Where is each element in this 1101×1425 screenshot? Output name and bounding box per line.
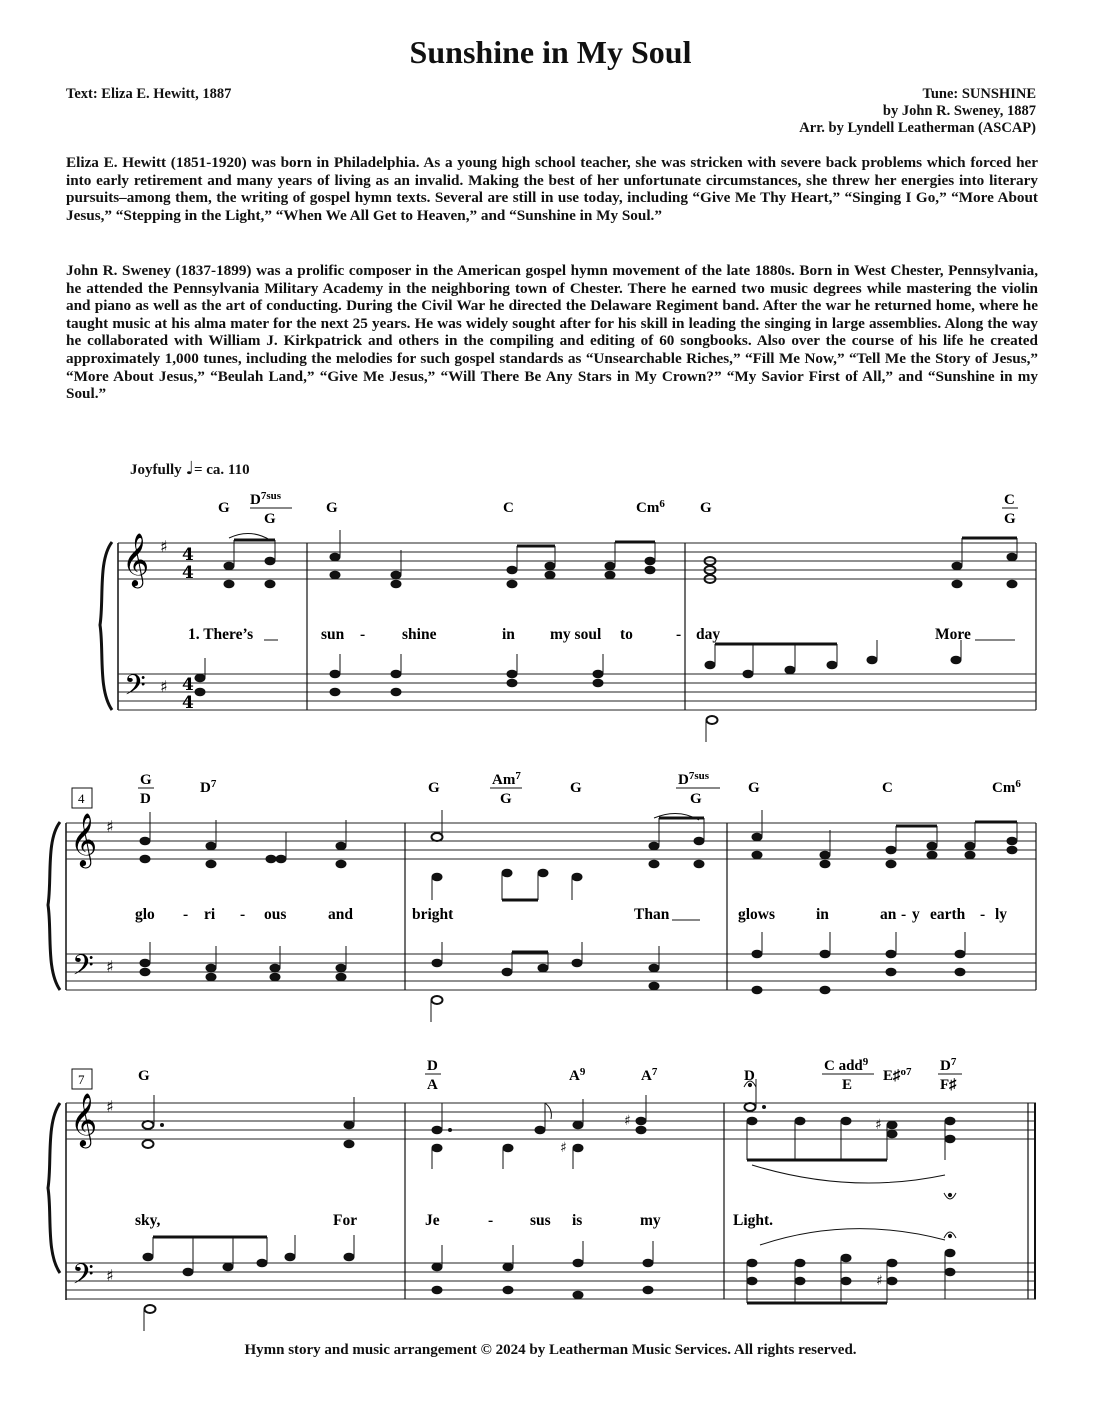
lyric-syllable: glows xyxy=(738,906,776,923)
chord-extension: 9 xyxy=(862,1056,869,1068)
chord-root: Am xyxy=(492,772,516,788)
composer-credit: by John R. Sweney, 1887 xyxy=(882,103,1036,119)
treble-clef-icon: 𝄞 xyxy=(70,812,98,866)
chord-symbol xyxy=(425,1058,441,1093)
chord-symbol: G xyxy=(700,500,712,516)
chord-symbol: C xyxy=(503,500,514,516)
lyric-hyphen: - xyxy=(360,626,366,643)
lyric-syllable: y xyxy=(912,906,920,923)
chord-symbol xyxy=(676,770,720,807)
chord-root: C add xyxy=(824,1058,863,1074)
lyric-syllable: to xyxy=(620,626,633,643)
system-brace xyxy=(100,542,118,710)
chord-extension: 7 xyxy=(651,1066,658,1078)
chord-extension: 7 xyxy=(515,770,521,782)
lyric-syllable: Light. xyxy=(733,1212,774,1229)
lyric-hyphen: - xyxy=(183,906,189,923)
chord-symbol xyxy=(636,498,665,516)
chord-bass: F♯ xyxy=(940,1077,957,1093)
chord-symbol xyxy=(883,1066,912,1084)
lyric-syllable: 1. There’s xyxy=(188,626,254,643)
lyric-syllable: More xyxy=(935,626,971,643)
chord-bass: G xyxy=(500,791,512,807)
lyric-syllable: For xyxy=(333,1212,358,1229)
tempo-word: Joyfully xyxy=(130,462,182,478)
lyric-syllable: and xyxy=(328,906,353,923)
chord-extension: o7 xyxy=(900,1066,912,1078)
system-2 xyxy=(0,760,1101,1020)
svg-text:♯: ♯ xyxy=(875,1117,882,1133)
chord-symbol xyxy=(641,1066,658,1084)
song-title: Sunshine in My Soul xyxy=(409,34,692,70)
chord-root: D xyxy=(200,780,211,796)
lyric-syllable: bright xyxy=(412,906,454,923)
system-brace xyxy=(48,822,66,990)
bass-notes xyxy=(143,1229,956,1331)
tempo-value: = ca. 110 xyxy=(193,462,250,478)
lyrics-line xyxy=(188,626,1015,643)
lyric-syllable: my soul xyxy=(550,626,602,643)
lyric-hyphen: - xyxy=(240,906,246,923)
system-1 xyxy=(0,480,1101,740)
svg-text:♯: ♯ xyxy=(876,1273,883,1289)
quarter-note-icon: ♩ xyxy=(185,458,194,479)
time-sig-bottom: 4 xyxy=(182,563,194,583)
chord-symbol xyxy=(938,1056,962,1093)
chord-extension: 7 xyxy=(210,778,217,790)
lyric-hyphen: - xyxy=(488,1212,494,1229)
chord-root: A xyxy=(641,1068,652,1084)
lyric-syllable: is xyxy=(572,1212,583,1229)
bio-hewitt: Eliza E. Hewitt (1851-1920) was born in Philadelphia. As a young high school teacher, she was stricken with severe back problems which forced her into early retirement and many years of living as an invalid. Making the best of her unfortunate circumstances, she threw her energies into literary pursuits–among them, the writing of gospel hymn texts. Several are still in use today, including “Give Me Thy Heart,” “Singing I Go,” “More About Jesus,” “Stepping in the Light,” “When We All Get to Heaven,” and “Sunshine in My Soul.” xyxy=(66,154,1038,224)
lyric-syllable: ous xyxy=(264,906,287,923)
time-sig-bottom: 4 xyxy=(182,693,194,713)
chord-extension: 7sus xyxy=(260,490,282,502)
chord-symbol: G xyxy=(748,780,760,796)
chord-bass: E xyxy=(842,1077,853,1093)
lyric-syllable: sky, xyxy=(135,1212,161,1229)
chord-root: D xyxy=(940,1058,951,1074)
chord-bass: A xyxy=(427,1077,438,1093)
treble-staff xyxy=(118,543,1036,579)
time-sig-top: 4 xyxy=(182,675,194,695)
chord-extension: 7 xyxy=(950,1056,957,1068)
chord-symbol xyxy=(822,1056,874,1093)
chord-root: D xyxy=(678,772,689,788)
lyric-syllable: my xyxy=(640,1212,661,1229)
bass-staff xyxy=(118,674,1036,710)
lyric-syllable: day xyxy=(696,626,721,643)
chord-symbol: G xyxy=(570,780,582,796)
key-signature-sharp: ♯ xyxy=(106,957,114,976)
chord-root: E♯ xyxy=(883,1068,901,1084)
lyric-syllable: ly xyxy=(995,906,1008,923)
chord-symbol xyxy=(250,490,292,527)
treble-clef-icon: 𝄞 xyxy=(70,1092,98,1146)
svg-text:♯: ♯ xyxy=(624,1113,631,1129)
svg-text:D7sus xyxy=(250,490,282,508)
chord-root: G xyxy=(140,772,152,788)
bass-notes xyxy=(195,640,961,742)
system-3 xyxy=(0,1045,1101,1315)
chord-symbol: D xyxy=(744,1068,755,1084)
lyric-syllable: ri xyxy=(204,906,216,923)
chord-root: Cm xyxy=(636,500,660,516)
key-signature-sharp: ♯ xyxy=(106,817,114,836)
chord-bass: G xyxy=(264,511,276,527)
treble-clef-icon: 𝄞 xyxy=(122,532,150,586)
lyric-syllable: earth xyxy=(930,906,966,923)
key-signature-sharp: ♯ xyxy=(106,1266,114,1285)
bass-clef-icon: 𝄢 xyxy=(72,949,94,989)
lyric-hyphen: - xyxy=(980,906,986,923)
chord-extension: 7sus xyxy=(688,770,710,782)
chord-symbol: G xyxy=(326,500,338,516)
tempo-marking xyxy=(130,458,250,479)
chord-extension: 6 xyxy=(659,498,665,510)
tune-credit xyxy=(799,86,1036,137)
lyric-hyphen: - xyxy=(676,626,682,643)
chord-bass: D xyxy=(140,791,151,807)
chord-root: Cm xyxy=(992,780,1016,796)
key-signature-sharp: ♯ xyxy=(160,677,168,696)
svg-text:D7 xyxy=(940,1056,957,1074)
lyric-syllable: in xyxy=(502,626,515,643)
chord-symbol xyxy=(490,770,522,807)
chord-root: C xyxy=(1004,492,1015,508)
chord-root: A xyxy=(569,1068,580,1084)
chord-bass: G xyxy=(1004,511,1016,527)
chord-symbol xyxy=(138,772,154,807)
chord-symbol: G xyxy=(138,1068,150,1084)
lyric-syllable: in xyxy=(816,906,829,923)
chord-symbol xyxy=(569,1066,586,1084)
system-brace xyxy=(48,1103,66,1300)
chord-bass: G xyxy=(690,791,702,807)
svg-text:♯: ♯ xyxy=(560,1140,567,1156)
lyrics-line xyxy=(135,906,1007,923)
measure-number: 4 xyxy=(78,791,85,806)
chord-root: D xyxy=(250,492,261,508)
svg-text:D7sus xyxy=(678,770,710,788)
lyric-syllable: sus xyxy=(530,1212,551,1229)
svg-text:C add9 xyxy=(824,1056,869,1074)
lyric-hyphen: - xyxy=(901,906,907,923)
chord-symbol xyxy=(992,778,1021,796)
chord-symbol xyxy=(1002,492,1018,527)
chord-symbol: C xyxy=(882,780,893,796)
chord-symbol xyxy=(200,778,217,796)
time-sig-top: 4 xyxy=(182,545,194,565)
bass-notes xyxy=(140,932,965,1022)
chord-symbol: G xyxy=(218,500,230,516)
key-signature-sharp: ♯ xyxy=(106,1097,114,1116)
svg-text:Am7 xyxy=(492,770,521,788)
copyright-footer: Hymn story and music arrangement © 2024 by Leatherman Music Services. All rights reserved. xyxy=(244,1342,857,1358)
chord-root: D xyxy=(427,1058,438,1074)
lyrics-line xyxy=(135,1212,773,1229)
measure-number: 7 xyxy=(78,1072,85,1087)
key-signature-sharp: ♯ xyxy=(160,537,168,556)
tune-name: Tune: SUNSHINE xyxy=(922,86,1036,102)
bio-sweney: John R. Sweney (1837-1899) was a prolific composer in the American gospel hymn movement of the late 1880s. Born in West Chester, Pennsylvania, he attended the Pennsylvania Military Academy in the neighboring town of Chester. There he earned two music degrees while mastering the violin and piano as well as the art of conducting. During the Civil War he directed the Delaware Regiment band. After the war he returned home, where he taught music at his alma mater for the next 25 years. He was widely sought after for his skill in leading the singing in large assemblies. Along the way he collaborated with William J. Kirkpatrick and others in the compiling and editing of 60 songbooks. Also over the course of his life he created approximately 1,000 tunes, including the melodies for such gospel standards as “Unsearchable Riches,” “Fill Me Now,” “Tell Me the Story of Jesus,” “More About Jesus,” “Beulah Land,” “Give Me Jesus,” “Will There Be Any Stars in My Crown?” “My Savior First of All,” and “Sunshine in my Soul.” xyxy=(66,262,1038,403)
lyric-syllable: Than xyxy=(634,906,670,923)
chord-extension: 9 xyxy=(579,1066,586,1078)
lyric-syllable: sun xyxy=(321,626,345,643)
bass-clef-icon: 𝄢 xyxy=(72,1258,94,1298)
lyric-syllable: shine xyxy=(402,626,437,643)
chord-extension: 6 xyxy=(1015,778,1021,790)
barlines xyxy=(405,1103,1035,1299)
text-credit: Text: Eliza E. Hewitt, 1887 xyxy=(66,86,232,102)
bass-clef-icon: 𝄢 xyxy=(124,669,146,709)
lyric-syllable: glo xyxy=(135,906,155,923)
arranger-credit: Arr. by Lyndell Leatherman (ASCAP) xyxy=(799,120,1036,136)
lyric-syllable: Je xyxy=(425,1212,440,1229)
chord-symbol: G xyxy=(428,780,440,796)
lyric-syllable: an xyxy=(880,906,897,923)
